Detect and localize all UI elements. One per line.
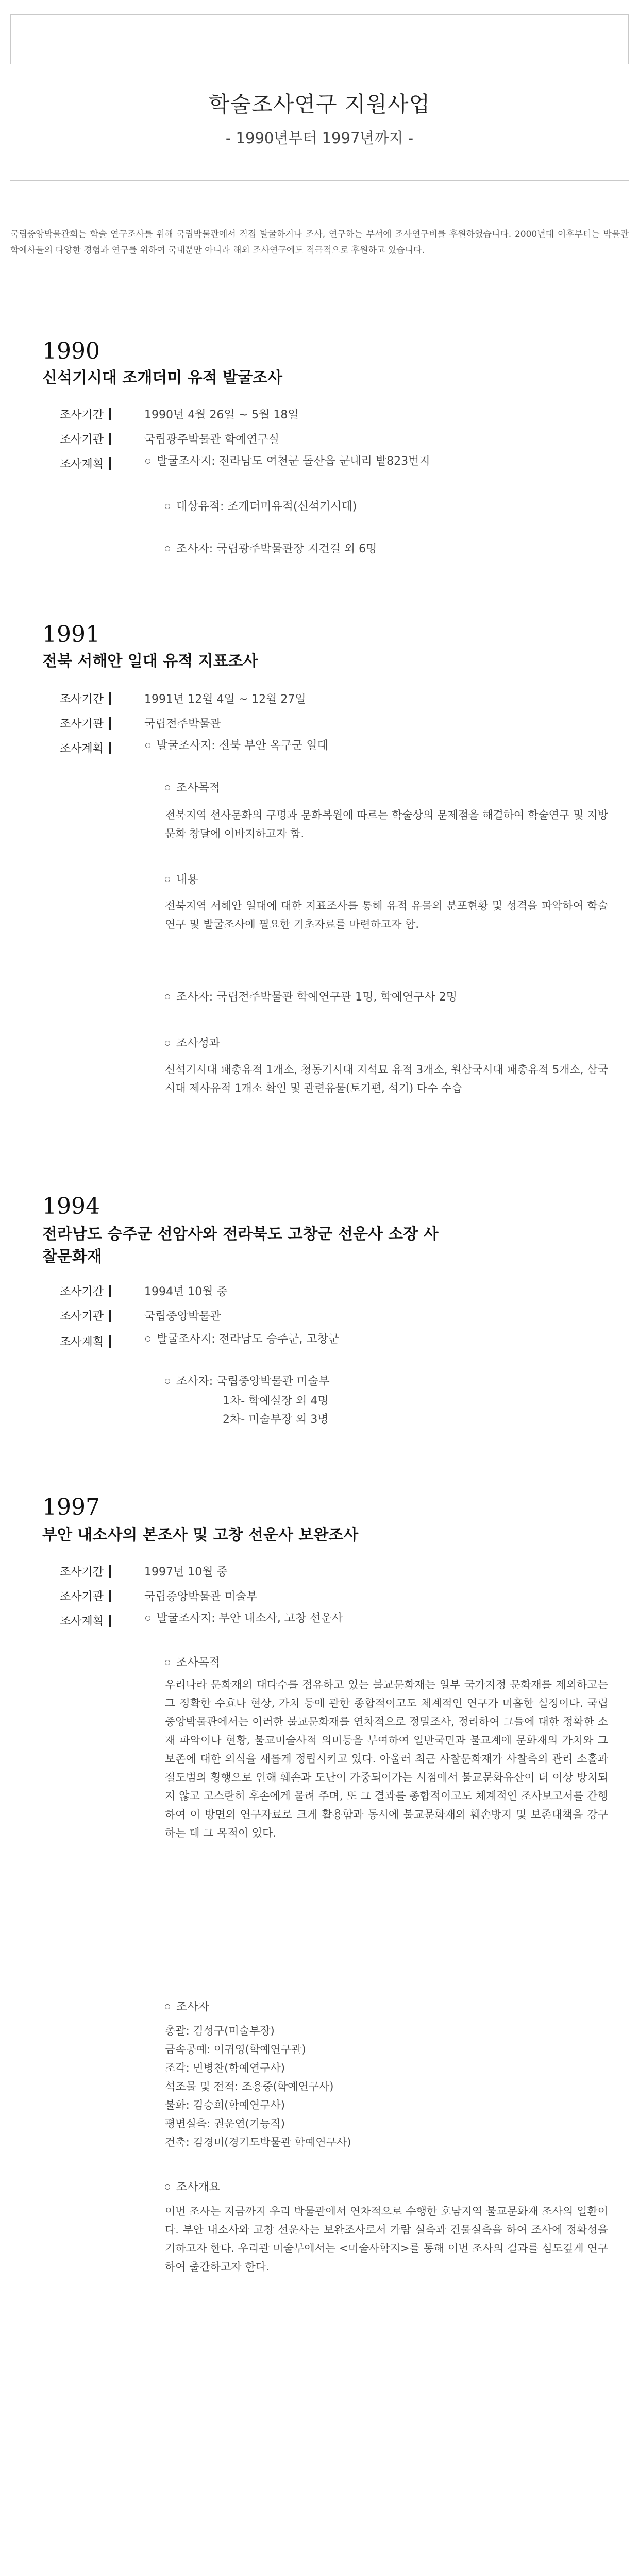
plan-label: 조사계획 bbox=[60, 1333, 111, 1349]
year-1991: 1991 bbox=[42, 621, 100, 648]
period-value: 1997년 10월 중 bbox=[144, 1566, 228, 1579]
period-value: 1990년 4월 26일 ~ 5월 18일 bbox=[144, 409, 299, 421]
project-title-1991: 전북 서해안 일대 유적 지표조사 bbox=[42, 652, 258, 670]
year-1994: 1994 bbox=[42, 1193, 100, 1219]
period-value: 1991년 12월 4일 ~ 12월 27일 bbox=[144, 693, 306, 706]
org-value: 국립광주박물관 학예연구실 bbox=[144, 433, 280, 446]
org-label: 조사기관 bbox=[60, 1588, 111, 1604]
site-item: 발굴조사지: 부안 내소사, 고창 선운사 bbox=[145, 1611, 343, 1627]
org-label: 조사기관 bbox=[60, 715, 111, 731]
site-item: 발굴조사지: 전북 부안 옥구군 일대 bbox=[145, 738, 328, 754]
period-label: 조사기간 bbox=[60, 1563, 111, 1579]
project-title-1994: 전라남도 승주군 선암사와 전라북도 고창군 선운사 소장 사찰문화재 bbox=[42, 1225, 439, 1266]
page-title: 학술조사연구 지원사업 bbox=[208, 92, 431, 117]
staff-item: 조사자: 국립중앙박물관 미술부 bbox=[165, 1374, 330, 1390]
period-label: 조사기간 bbox=[60, 406, 111, 422]
site-item: 발굴조사지: 전라남도 승주군, 고창군 bbox=[145, 1331, 339, 1348]
period-label: 조사기간 bbox=[60, 1283, 111, 1299]
staff-second-round: 2차- 미술부장 외 3명 bbox=[223, 1413, 329, 1426]
org-value: 국립중앙박물관 미술부 bbox=[144, 1590, 258, 1603]
staff-list: 총괄: 김성구(미술부장) 금속공예: 이귀영(학예연구관) 조각: 민병찬(학예연구사) 석조물 및 전적: 조용중(학예연구사) 불화: 김승희(학예연구사) 평면실측: 권운연(기능직) 건축: 김경미(경기도박물관 학예연구사) bbox=[165, 2025, 351, 2148]
header-divider bbox=[10, 180, 629, 181]
intro-text: 국립중앙박물관회는 학술 연구조사를 위해 국립박물관에서 직접 발굴하거나 조사, 연구하는 부서에 조사연구비를 후원하였습니다. 2000년대 이후부터는 박물관 학예사들의 다양한 경험과 연구를 위하여 국내뿐만 아니라 해외 조사연구에도 적극적으로 후원하고 있습니다. bbox=[10, 229, 629, 256]
staff-item: 조사자: 국립광주박물관장 지건길 외 6명 bbox=[165, 541, 377, 557]
plan-label: 조사계획 bbox=[60, 740, 111, 756]
project-title-1997: 부안 내소사의 본조사 및 고창 선운사 보완조사 bbox=[42, 1526, 359, 1544]
purpose-heading: 조사목적 bbox=[165, 780, 220, 796]
result-heading: 조사성과 bbox=[165, 1036, 220, 1052]
period-label: 조사기간 bbox=[60, 690, 111, 706]
header-frame bbox=[10, 14, 629, 64]
staff-item: 조사자: 국립전주박물관 학예연구관 1명, 학예연구사 2명 bbox=[165, 989, 457, 1006]
org-value: 국립전주박물관 bbox=[144, 718, 221, 731]
plan-label: 조사계획 bbox=[60, 455, 111, 471]
year-1997: 1997 bbox=[42, 1494, 100, 1520]
project-title-1990: 신석기시대 조개더미 유적 발굴조사 bbox=[42, 369, 283, 387]
year-1990: 1990 bbox=[42, 338, 100, 364]
purpose-heading: 조사목적 bbox=[165, 1655, 220, 1671]
staff-heading: 조사자 bbox=[165, 1999, 209, 2015]
period-value: 1994년 10월 중 bbox=[144, 1285, 228, 1298]
summary-text: 이번 조사는 지금까지 우리 박물관에서 연차적으로 수행한 호남지역 불교문화재 조사의 일환이다. 부안 내소사와 고창 선운사는 보완조사로서 가람 실측과 건물실측을 하여 조사에 정확성을 기하고자 한다. 우리관 미술부에서는 <미술사학지>를 통해 이번 조사의 결과를 심도깊게 연구하여 출간하고자 한다. bbox=[165, 2205, 608, 2273]
purpose-text: 전북지역 선사문화의 구명과 문화복원에 따르는 학술상의 문제점을 해결하여 학술연구 및 지방문화 창달에 이바지하고자 함. bbox=[165, 809, 608, 840]
org-label: 조사기관 bbox=[60, 431, 111, 447]
content-heading: 내용 bbox=[165, 872, 198, 888]
content-text: 전북지역 서해안 일대에 대한 지표조사를 통해 유적 유물의 분포현황 및 성격을 파악하여 학술연구 및 발굴조사에 필요한 기초자료를 마련하고자 함. bbox=[165, 900, 608, 930]
page-subtitle: - 1990년부터 1997년까지 - bbox=[225, 129, 414, 147]
plan-label: 조사계획 bbox=[60, 1613, 111, 1629]
org-value: 국립중앙박물관 bbox=[144, 1310, 221, 1323]
summary-heading: 조사개요 bbox=[165, 2179, 220, 2196]
target-item: 대상유적: 조개더미유적(신석기시대) bbox=[165, 499, 357, 515]
org-label: 조사기관 bbox=[60, 1308, 111, 1324]
staff-first-round: 1차- 학예실장 외 4명 bbox=[223, 1395, 329, 1408]
site-item: 발굴조사지: 전라남도 여천군 돌산읍 군내리 밭823번지 bbox=[145, 453, 430, 470]
result-text: 신석기시대 패총유적 1개소, 청동기시대 지석묘 유적 3개소, 원삼국시대 패총유적 5개소, 삼국시대 제사유적 1개소 확인 및 관련유물(토기편, 석기) 다수 수습 bbox=[165, 1063, 608, 1094]
purpose-text: 우리나라 문화재의 대다수를 점유하고 있는 불교문화재는 일부 국가지정 문화재를 제외하고는 그 정확한 수효나 현상, 가치 등에 관한 종합적이고도 체계적인 연구가 미흡한 실정이다. 국립중앙박물관에서는 이러한 불교문화재를 연차적으로 정밀조사, 정리하여 그들에 대한 정확한 소재 파악이나 현황, 불교미술사적 의미등을 부여하여 일반국민과 불교계에 문화재의 가치와 그 보존에 대한 의식을 새롭게 정립시키고 있다. 아울러 최근 사찰문화재가 사찰측의 관리 소홀과 절도범의 횡행으로 인해 훼손과 도난이 가중되어가는 시점에서 불교문화유산이 더 이상 방치되지 않고 고스란히 후손에게 물려 주며, 또 그 결과를 종합적이고도 체계적인 조사보고서를 간행하여 이 방면의 연구자료로 크게 활용함과 동시에 불교문화재의 훼손방지 및 보존대책을 강구하는 데 그 목적이 있다. bbox=[165, 1679, 608, 1839]
